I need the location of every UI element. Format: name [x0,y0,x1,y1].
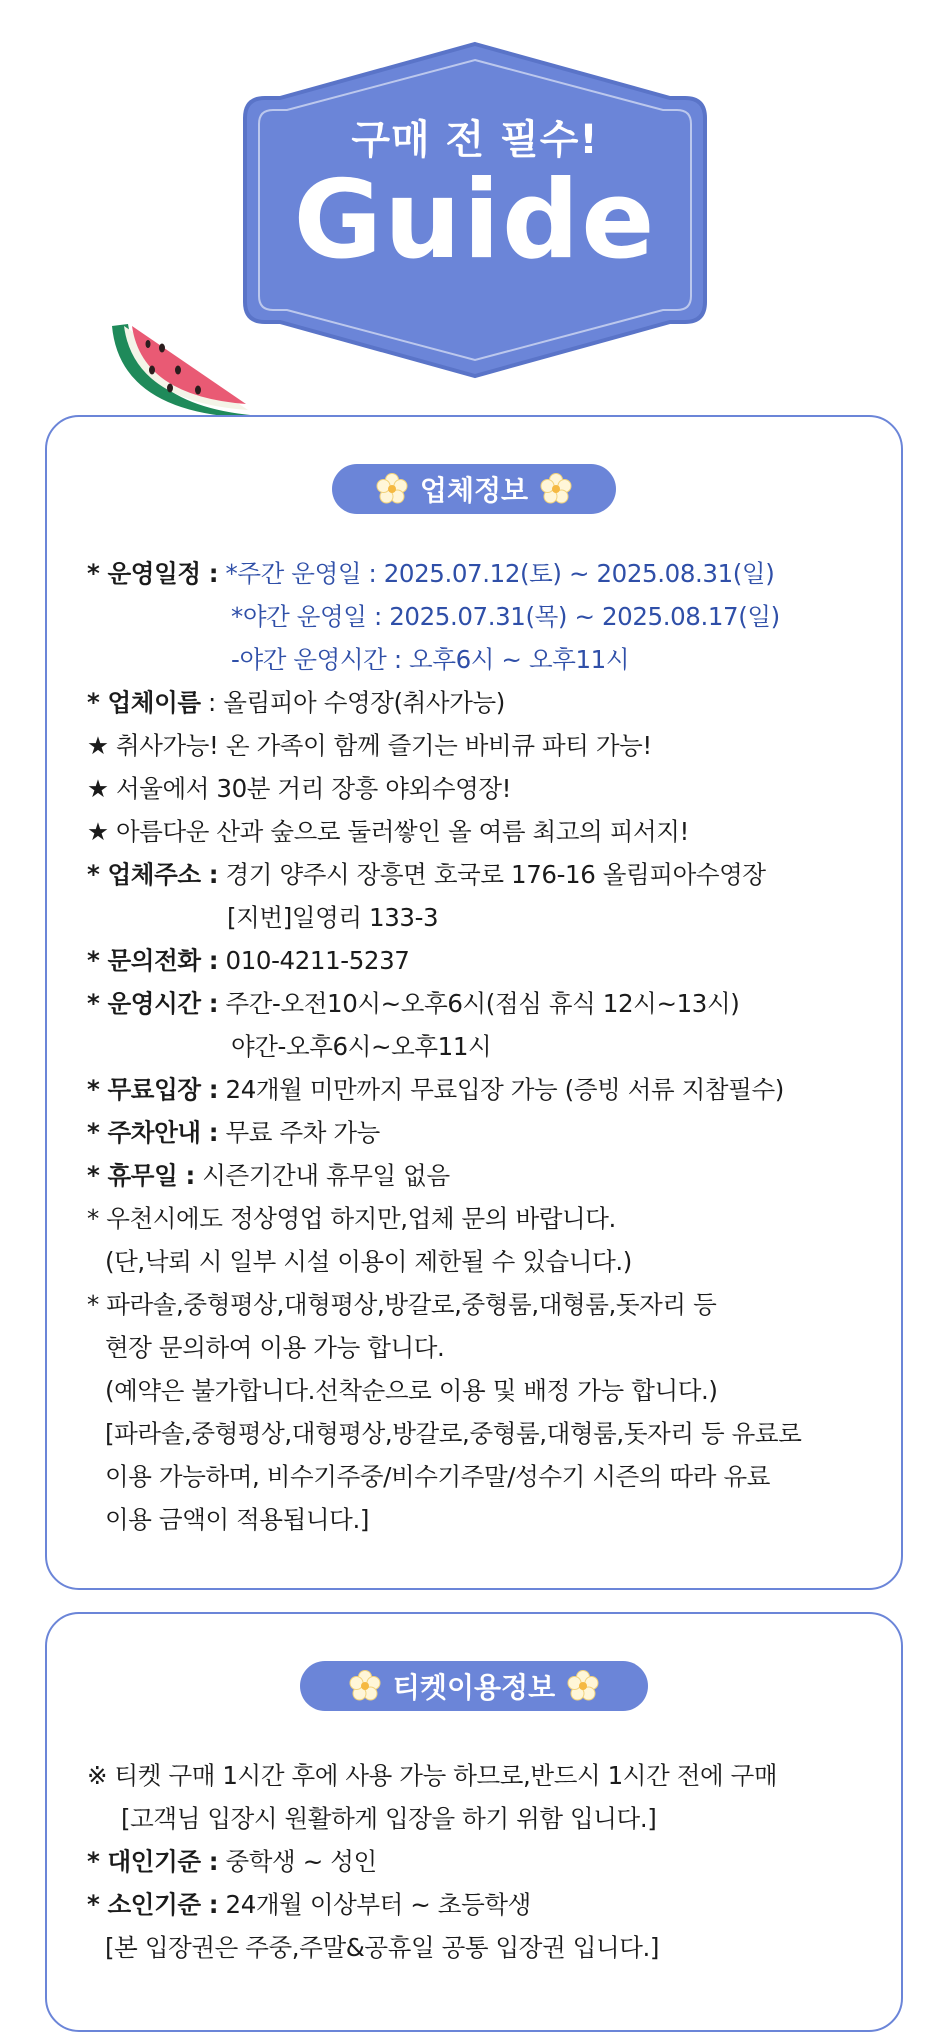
child-line [87,1883,881,1926]
flower-icon [540,473,572,505]
feature-line-2: ★ 서울에서 30분 거리 장흥 야외수영장! [87,774,512,803]
company-section-title [332,464,616,514]
name-value: : 올림피아 수영장(취사가능) [200,688,505,717]
ticket-info-lines [87,1754,881,1969]
guide-header-badge [215,40,735,380]
holiday-label: * 휴무일 : [87,1161,195,1190]
notice-line-2: [고객님 입장시 원활하게 입장을 하기 위함 입니다.] [121,1804,657,1833]
adult-line [87,1840,881,1883]
phone-value: 010-4211-5237 [218,946,410,975]
free-entry-label: * 무료입장 : [87,1075,219,1104]
facility-line-1: * 파라솔,중형평상,대형평상,방갈로,중형룸,대형룸,돗자리 등 [87,1290,717,1319]
phone-label: * 문의전화 : [87,946,219,975]
facility-line-6: 이용 금액이 적용됩니다.] [105,1505,369,1534]
hours-day: 주간-오전10시~오후6시(점심 휴식 12시~13시) [218,989,740,1018]
ticket-section-title [300,1661,648,1711]
facility-line-4: [파라솔,중형평상,대형평상,방갈로,중형룸,대형룸,돗자리 등 유료로 [105,1419,802,1448]
facility-line-3: (예약은 불가합니다.선착순으로 이용 및 배정 가능 합니다.) [105,1376,718,1405]
parking-line [87,1111,881,1154]
parking-label: * 주차안내 : [87,1118,219,1147]
address-line [87,853,881,896]
schedule-label: * 운영일정 : [87,559,219,588]
facility-line-2: 현장 문의하여 이용 가능 합니다. [105,1333,445,1362]
address-label: * 업체주소 : [87,860,219,889]
section-title-text: 업체정보 [419,474,529,507]
hours-label: * 운영시간 : [87,989,219,1018]
free-entry-value: 24개월 미만까지 무료입장 가능 (증빙 서류 지참필수) [218,1075,784,1104]
rain-line-1: * 우천시에도 정상영업 하지만,업체 문의 바랍니다. [87,1204,616,1233]
flower-icon [376,473,408,505]
feature-line-1: ★ 취사가능! 온 가족이 함께 즐기는 바비큐 파티 가능! [87,731,652,760]
schedule-night-hours: -야간 운영시간 : 오후6시 ~ 오후11시 [231,645,630,674]
phone-line [87,939,881,982]
section-title-text: 티켓이용정보 [392,1671,556,1704]
company-info-card [45,415,903,1590]
facility-line-5: 이용 가능하며, 비수기주중/비수기주말/성수기 시즌의 따라 유료 [105,1462,770,1491]
address-lot: [지번]일영리 133-3 [227,903,439,932]
flower-icon [349,1670,381,1702]
notice-line-1: ※ 티켓 구매 1시간 후에 사용 가능 하므로,반드시 1시간 전에 구매 [87,1761,778,1790]
child-label: * 소인기준 : [87,1890,219,1919]
free-entry-line [87,1068,881,1111]
holiday-line [87,1154,881,1197]
flower-icon [567,1670,599,1702]
schedule-line [87,552,881,595]
adult-value: 중학생 ~ 성인 [218,1847,377,1876]
header-title: Guide [293,158,657,283]
schedule-day: *주간 운영일 : 2025.07.12(토) ~ 2025.08.31(일) [225,559,775,588]
hours-line [87,982,881,1025]
feature-line-3: ★ 아름다운 산과 숲으로 둘러쌓인 올 여름 최고의 피서지! [87,817,689,846]
watermelon-icon [100,318,270,428]
name-line [87,681,881,724]
company-info-lines [87,552,881,1541]
adult-label: * 대인기준 : [87,1847,219,1876]
child-value: 24개월 이상부터 ~ 초등학생 [218,1890,531,1919]
hours-night: 야간-오후6시~오후11시 [231,1032,492,1061]
ticket-info-card [45,1612,903,2032]
schedule-night: *야간 운영일 : 2025.07.31(목) ~ 2025.08.17(일) [231,602,780,631]
header-subtitle: 구매 전 필수! [351,117,599,163]
holiday-value: 시즌기간내 휴무일 없음 [194,1161,450,1190]
parking-value: 무료 주차 가능 [218,1118,380,1147]
common-ticket-line: [본 입장권은 주중,주말&공휴일 공통 입장권 입니다.] [105,1933,660,1962]
rain-line-2: (단,낙뢰 시 일부 시설 이용이 제한될 수 있습니다.) [105,1247,632,1276]
name-label: * 업체이름 [87,688,201,717]
address-value: 경기 양주시 장흥면 호국로 176-16 올림피아수영장 [218,860,766,889]
